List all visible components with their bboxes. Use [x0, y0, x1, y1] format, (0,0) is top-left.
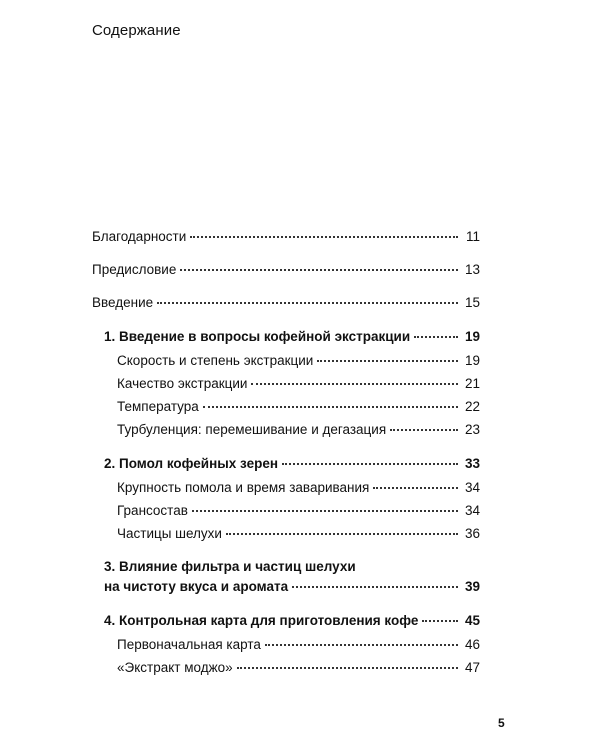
toc-entry-title: 2. Помол кофейных зерен [104, 456, 278, 471]
toc-entry-page: 22 [464, 399, 480, 414]
toc-entry-title: Предисловие [92, 262, 177, 277]
toc-entry-title: 4. Контрольная карта для приготовления кофе [104, 613, 419, 628]
toc-entry-title: Благодарности [92, 229, 187, 244]
toc-entry-page: 11 [465, 229, 480, 244]
dot-leader [157, 302, 458, 304]
toc-chapter-entry [104, 612, 480, 630]
dot-leader [390, 429, 458, 431]
dot-leader [237, 667, 458, 669]
toc-entry-title: Крупность помола и время заваривания [117, 480, 370, 495]
toc-entry [92, 261, 480, 279]
toc-entry-title: Введение [92, 295, 154, 310]
toc-chapter-entry [104, 578, 480, 596]
toc-entry-title: Частицы шелухи [117, 526, 222, 541]
toc-entry-title: Скорость и степень экстракции [117, 353, 314, 368]
toc-entry [92, 228, 480, 246]
toc-entry-title: Качество экстракции [117, 376, 248, 391]
toc-entry-page: 46 [464, 637, 480, 652]
toc-entry-page: 39 [464, 579, 480, 594]
toc-entry-title: Грансостав [117, 503, 188, 518]
toc-chapter-title-line-1: 3. Влияние фильтра и частиц шелухи [104, 559, 356, 574]
toc-entry-page: 34 [464, 503, 480, 518]
toc-entry-page: 47 [464, 660, 480, 675]
dot-leader [203, 406, 458, 408]
dot-leader [190, 236, 458, 238]
toc-sub-entry [117, 421, 480, 439]
toc-entry-page: 36 [464, 526, 480, 541]
toc-sub-entry [117, 502, 480, 520]
dot-leader [192, 510, 458, 512]
toc-entry-title: «Экстракт моджо» [117, 660, 233, 675]
toc-entry-page: 45 [464, 613, 480, 628]
page-number: 5 [498, 716, 505, 730]
toc-sub-entry [117, 479, 480, 497]
toc-entry-page: 33 [464, 456, 480, 471]
toc-sub-entry [117, 525, 480, 543]
toc-sub-entry [117, 352, 480, 370]
toc-entry-title-line-2: на чистоту вкуса и аромата [104, 579, 289, 594]
dot-leader [292, 586, 458, 588]
toc-chapter-entry [104, 455, 480, 473]
toc-entry-title: 1. Введение в вопросы кофейной экстракции [104, 329, 411, 344]
dot-leader [373, 487, 458, 489]
toc-sub-entry [117, 636, 480, 654]
dot-leader [414, 336, 458, 338]
toc-sub-entry [117, 375, 480, 393]
toc-entry-page: 23 [464, 422, 480, 437]
dot-leader [226, 533, 458, 535]
dot-leader [251, 383, 458, 385]
toc-entry-page: 15 [464, 295, 480, 310]
dot-leader [317, 360, 458, 362]
dot-leader [180, 269, 458, 271]
toc-entry-title: Первоначальная карта [117, 637, 261, 652]
page-title: Содержание [92, 22, 181, 39]
toc-entry-title: Температура [117, 399, 199, 414]
dot-leader [282, 463, 458, 465]
toc-entry-page: 13 [464, 262, 480, 277]
toc-entry-page: 21 [464, 376, 480, 391]
toc-entry-title: Турбуленция: перемешивание и дегазация [117, 422, 387, 437]
toc-sub-entry [117, 398, 480, 416]
toc-entry-page: 19 [464, 329, 480, 344]
dot-leader [422, 620, 458, 622]
dot-leader [265, 644, 458, 646]
toc-entry [92, 294, 480, 312]
toc-chapter-entry [104, 328, 480, 346]
toc-entry-page: 19 [464, 353, 480, 368]
toc-entry-page: 34 [464, 480, 480, 495]
toc-sub-entry [117, 659, 480, 677]
